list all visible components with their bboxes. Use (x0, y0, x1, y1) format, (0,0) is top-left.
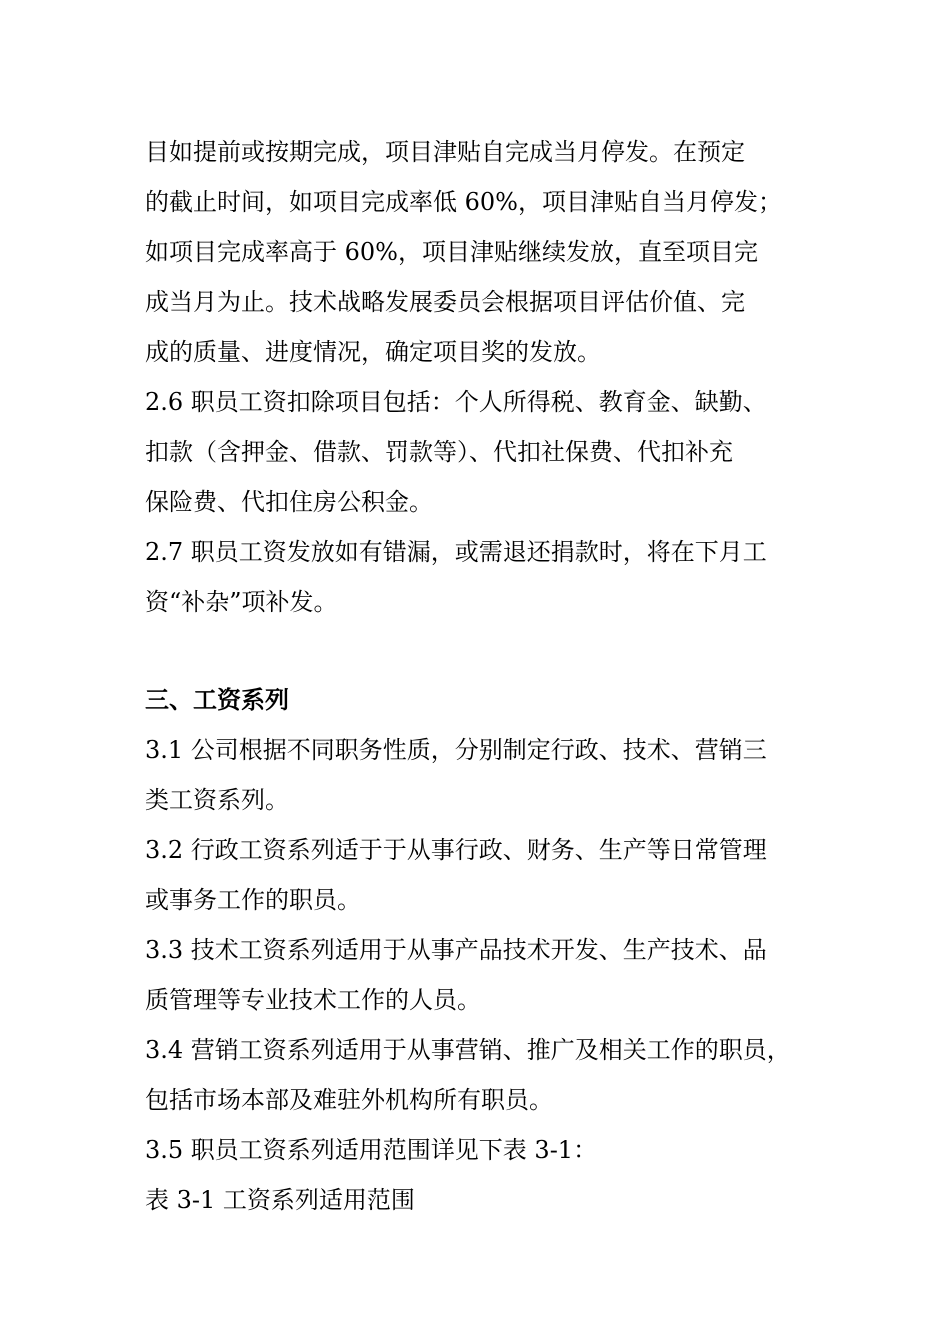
paragraph-line: 扣款（含押金、借款、罚款等）、代扣社保费、代扣补充 (145, 438, 733, 466)
paragraph-line: 类工资系列。 (145, 786, 289, 814)
paragraph-line: 保险费、代扣住房公积金。 (145, 488, 433, 516)
paragraph-line: 的截止时间，如项目完成率低 60%，项目津贴自当月停发； (145, 188, 782, 216)
paragraph-line: 质管理等专业技术工作的人员。 (145, 986, 481, 1014)
table-caption: 表 3-1 工资系列适用范围 (145, 1186, 415, 1214)
paragraph-line: 资“补杂”项补发。 (145, 588, 338, 616)
paragraph-line: 3.4 营销工资系列适用于从事营销、推广及相关工作的职员， (145, 1036, 791, 1064)
paragraph-line: 3.5 职员工资系列适用范围详见下表 3-1： (145, 1136, 598, 1164)
paragraph-line: 3.2 行政工资系列适于于从事行政、财务、生产等日常管理 (145, 836, 767, 864)
paragraph-line: 成当月为止。技术战略发展委员会根据项目评估价值、完 (145, 288, 745, 316)
paragraph-line: 2.7 职员工资发放如有错漏，或需退还捐款时，将在下月工 (145, 538, 767, 566)
paragraph-line: 包括市场本部及难驻外机构所有职员。 (145, 1086, 553, 1114)
paragraph-line: 如项目完成率高于 60%，项目津贴继续发放，直至项目完 (145, 238, 758, 266)
paragraph-line: 2.6 职员工资扣除项目包括：个人所得税、教育金、缺勤、 (145, 388, 767, 416)
paragraph-line: 目如提前或按期完成，项目津贴自完成当月停发。在预定 (145, 138, 745, 166)
section-heading: 三、工资系列 (145, 685, 289, 714)
paragraph-line: 3.3 技术工资系列适用于从事产品技术开发、生产技术、品 (145, 936, 767, 964)
paragraph-line: 或事务工作的职员。 (145, 886, 361, 914)
paragraph-line: 成的质量、进度情况，确定项目奖的发放。 (145, 338, 601, 366)
paragraph-line: 3.1 公司根据不同职务性质，分别制定行政、技术、营销三 (145, 736, 767, 764)
